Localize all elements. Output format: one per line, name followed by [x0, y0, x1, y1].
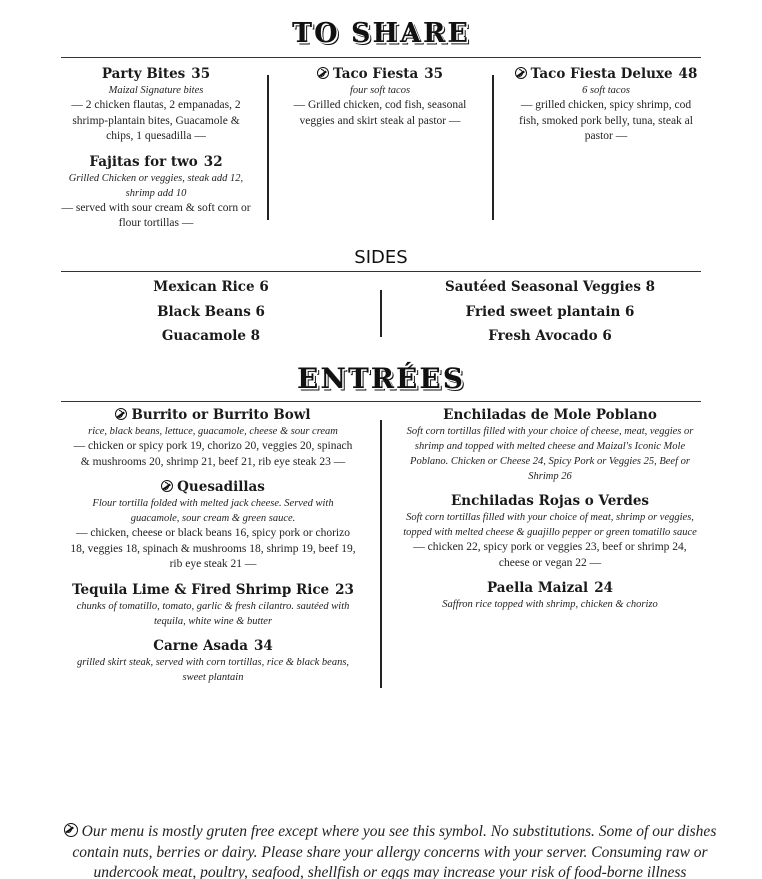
- menu-item: [400, 579, 700, 612]
- menu-item: [285, 65, 475, 129]
- menu-item-description: — grilled chicken, spicy shrimp, cod fish, smoked pork belly, tuna, steak al pastor —: [519, 99, 693, 142]
- menu-item-subtitle: chunks of tomatillo, tomato, garlic & fresh cilantro. sautéed with tequila, white wine & butter: [76, 600, 350, 627]
- menu-item-title: [68, 581, 358, 599]
- menu-item-title: [61, 153, 251, 171]
- to-share-col-2: [285, 65, 475, 137]
- menu-item-subtitle: grilled skirt steak, served with corn tortillas, rice & black beans, sweet plantain: [76, 656, 350, 683]
- menu-item-name: Enchiladas Rojas o Verdes: [450, 493, 650, 509]
- menu-item-price: 32: [203, 153, 223, 170]
- menu-item-price: 48: [678, 66, 698, 82]
- menu-item: [68, 581, 358, 629]
- menu-item-subtitle: rice, black beans, lettuce, guacamole, cheese & sour cream: [88, 426, 338, 437]
- menu-item-name: Enchiladas de Mole Poblano: [443, 407, 657, 423]
- to-share-divider-2: [492, 75, 494, 220]
- menu-item-name: Tequila Lime & Fired Shrimp Rice: [72, 581, 330, 598]
- menu-item-name: Party Bites: [101, 66, 186, 82]
- menu-item-subtitle: Soft corn tortillas filled with your choice of cheese, meat, veggies or shrimp and topped with melted cheese and Maizal's Iconic Mole Poblano. Chicken or Cheese 24, Spicy Pork or Veggies 25, Beef or Shrimp 26: [406, 426, 694, 482]
- menu-item-subtitle: Saffron rice topped with shrimp, chicken & chorizo: [442, 599, 658, 610]
- menu-item: [68, 637, 358, 685]
- entrees-divider: [380, 420, 382, 688]
- menu-item-name: Taco Fiesta Deluxe: [530, 66, 673, 82]
- sides-rule: [61, 271, 701, 272]
- menu-item-title: [510, 65, 702, 83]
- menu-item-price: 35: [191, 66, 211, 82]
- side-item: Sautéed Seasonal Veggies 8: [444, 279, 656, 295]
- menu-item: [400, 406, 700, 484]
- menu-item-title: [68, 637, 358, 655]
- menu-item-subtitle: Grilled Chicken or veggies, steak add 12, shrimp add 10: [68, 172, 244, 199]
- side-item: Black Beans 6: [157, 303, 265, 320]
- menu-item-title: [400, 406, 700, 424]
- menu-item-title: [61, 65, 251, 83]
- allergy-footer: [60, 822, 720, 879]
- gluten-symbol-icon: [317, 67, 329, 79]
- menu-item-description: — chicken or spicy pork 19, chorizo 20, veggies 20, spinach & mushrooms 20, shrimp 21, beef 21, rib eye steak 23 —: [73, 440, 353, 468]
- menu-item-title: [68, 406, 358, 424]
- sides-right: [400, 278, 700, 352]
- menu-item: [510, 65, 702, 145]
- entrees-title: ENTRÉES: [297, 362, 465, 395]
- to-share-col-3: [510, 65, 702, 153]
- menu-item-description: — chicken 22, spicy pork or veggies 23, beef or shrimp 24, cheese or vegan 22 —: [413, 541, 687, 569]
- menu-item-subtitle: 6 soft tacos: [582, 85, 630, 96]
- menu-item-price: 24: [594, 580, 613, 596]
- menu-item-price: 35: [424, 66, 444, 82]
- entrees-right: [400, 406, 700, 620]
- menu-item: [68, 406, 358, 470]
- menu-item: [68, 478, 358, 573]
- sides-left: [61, 278, 361, 352]
- menu-item-title: [285, 65, 475, 83]
- menu-item-title: [400, 492, 700, 510]
- menu-item-subtitle: Flour tortilla folded with melted jack cheese. Served with guacamole, sour cream & green sauce.: [92, 498, 334, 524]
- sides-title: SIDES: [354, 247, 408, 268]
- menu-item-description: — served with sour cream & soft corn or flour tortillas —: [61, 201, 251, 229]
- menu-item-name: Quesadillas: [177, 479, 265, 495]
- sides-divider: [380, 290, 382, 337]
- side-item: Fried sweet plantain 6: [465, 303, 635, 320]
- menu-item-description: — Grilled chicken, cod fish, seasonal veggies and skirt steak al pastor —: [293, 99, 467, 127]
- menu-item-name: Carne Asada: [153, 637, 248, 654]
- menu-item: [61, 153, 251, 232]
- gluten-symbol-icon: [161, 480, 173, 492]
- gluten-symbol-icon: [64, 823, 78, 837]
- menu-item: [61, 65, 251, 145]
- menu-item-name: Taco Fiesta: [332, 66, 419, 82]
- to-share-col-1: [61, 65, 251, 240]
- gluten-symbol-icon: [115, 408, 127, 420]
- menu-item-description: — 2 chicken flautas, 2 empanadas, 2 shrimp-plantain bites, Guacamole & chips, 1 quesadilla —: [71, 99, 241, 142]
- menu-item: [400, 492, 700, 571]
- menu-item-subtitle: four soft tacos: [349, 85, 411, 96]
- menu-item-name: Fajitas for two: [89, 153, 198, 170]
- to-share-title: TO SHARE: [292, 18, 470, 49]
- menu-item-price: 23: [335, 581, 354, 598]
- menu-item-name: Paella Maizal: [487, 580, 589, 596]
- menu-item-subtitle: Soft corn tortillas filled with your choice of meat, shrimp or veggies, topped with melted cheese & guajillo pepper or green tomatillo sauce: [403, 512, 697, 538]
- to-share-divider-1: [267, 75, 269, 220]
- menu-item-title: [400, 579, 700, 597]
- entrees-left: [68, 406, 358, 693]
- menu-item-description: — chicken, cheese or black beans 16, spicy pork or chorizo 18, veggies 18, spinach & mushrooms 18, shrimp 19, beef 19, rib eye steak 21 —: [70, 527, 356, 570]
- side-item: Fresh Avocado 6: [488, 328, 612, 344]
- menu-item-title: [68, 478, 358, 496]
- menu-item-name: Burrito or Burrito Bowl: [131, 407, 311, 423]
- menu-item-subtitle: Maizal Signature bites: [108, 85, 204, 96]
- side-item: Mexican Rice 6: [153, 279, 269, 295]
- footer-text: Our menu is mostly gruten free except where you see this symbol. No substitutions. Some of our dishes contain nuts, berries or dairy. Please share your allergy concerns with your server. Consuming raw or undercook meat, poultry, seafood, shellfish or eggs may increase your risk of food-borne illness: [72, 823, 717, 879]
- menu-item-price: 34: [253, 637, 273, 654]
- entrees-rule: [61, 401, 701, 402]
- side-item: Guacamole 8: [161, 328, 261, 344]
- gluten-symbol-icon: [515, 67, 527, 79]
- to-share-rule: [61, 57, 701, 58]
